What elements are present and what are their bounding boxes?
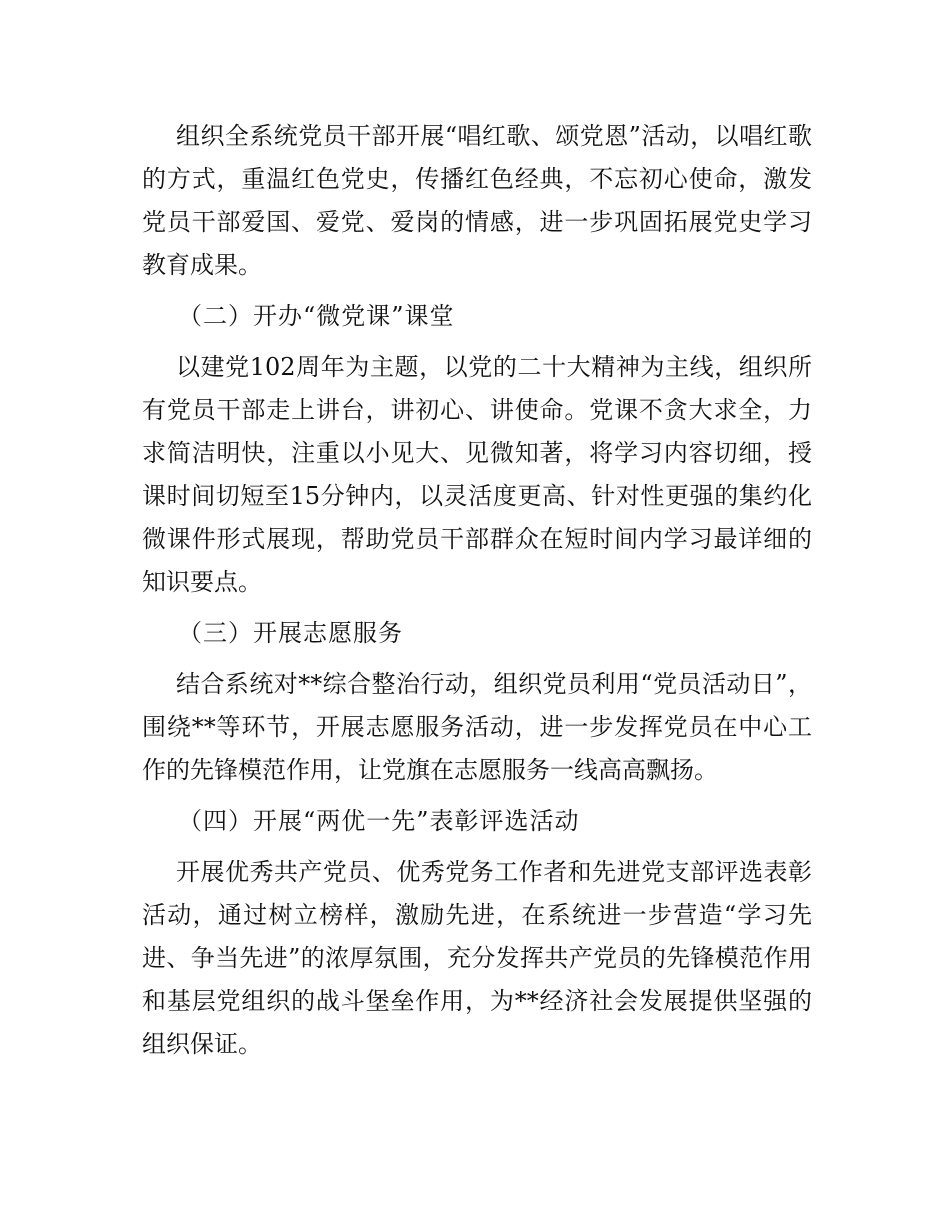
- document-body: [142, 115, 812, 1074]
- heading-commendation-selection: （四）开展“两优一先”表彰评选活动: [178, 807, 580, 835]
- paragraph-commendation-selection: 开展优秀共产党员、优秀党务工作者和先进党支部评选表彰活动，通过树立榜样，激励先进，在系统进一步营造“学习先进、争当先进”的浓厚氛围，充分发挥共产党员的先锋模范作用和基层党组织的战斗堡垒作用，为**经济社会发展提供坚强的组织保证。: [142, 858, 812, 1058]
- paragraph-sing-red-songs: 组织全系统党员干部开展“唱红歌、颂党恩”活动，以唱红歌的方式，重温红色党史，传播红色经典，不忘初心使命，激发党员干部爱国、爱党、爱岗的情感，进一步巩固拓展党史学习教育成果。: [142, 122, 812, 279]
- paragraph-volunteer-service: 结合系统对**综合整治行动，组织党员利用“党员活动日”，围绕**等环节，开展志愿服务活动，进一步发挥党员在中心工作的先锋模范作用，让党旗在志愿服务一线高高飘扬。: [142, 670, 812, 784]
- heading-volunteer-service: （三）开展志愿服务: [178, 619, 403, 647]
- paragraph-micro-party-lesson: 以建党102周年为主题，以党的二十大精神为主线，组织所有党员干部走上讲台，讲初心、讲使命。党课不贪大求全，力求简洁明快，注重以小见大、见微知著，将学习内容切细，授课时间切短至15分钟内，以灵活度更高、针对性更强的集约化微课件形式展现，帮助党员干部群众在短时间内学习最详细的知识要点。: [142, 353, 812, 596]
- heading-micro-party-lesson: （二）开办“微党课”课堂: [178, 302, 455, 330]
